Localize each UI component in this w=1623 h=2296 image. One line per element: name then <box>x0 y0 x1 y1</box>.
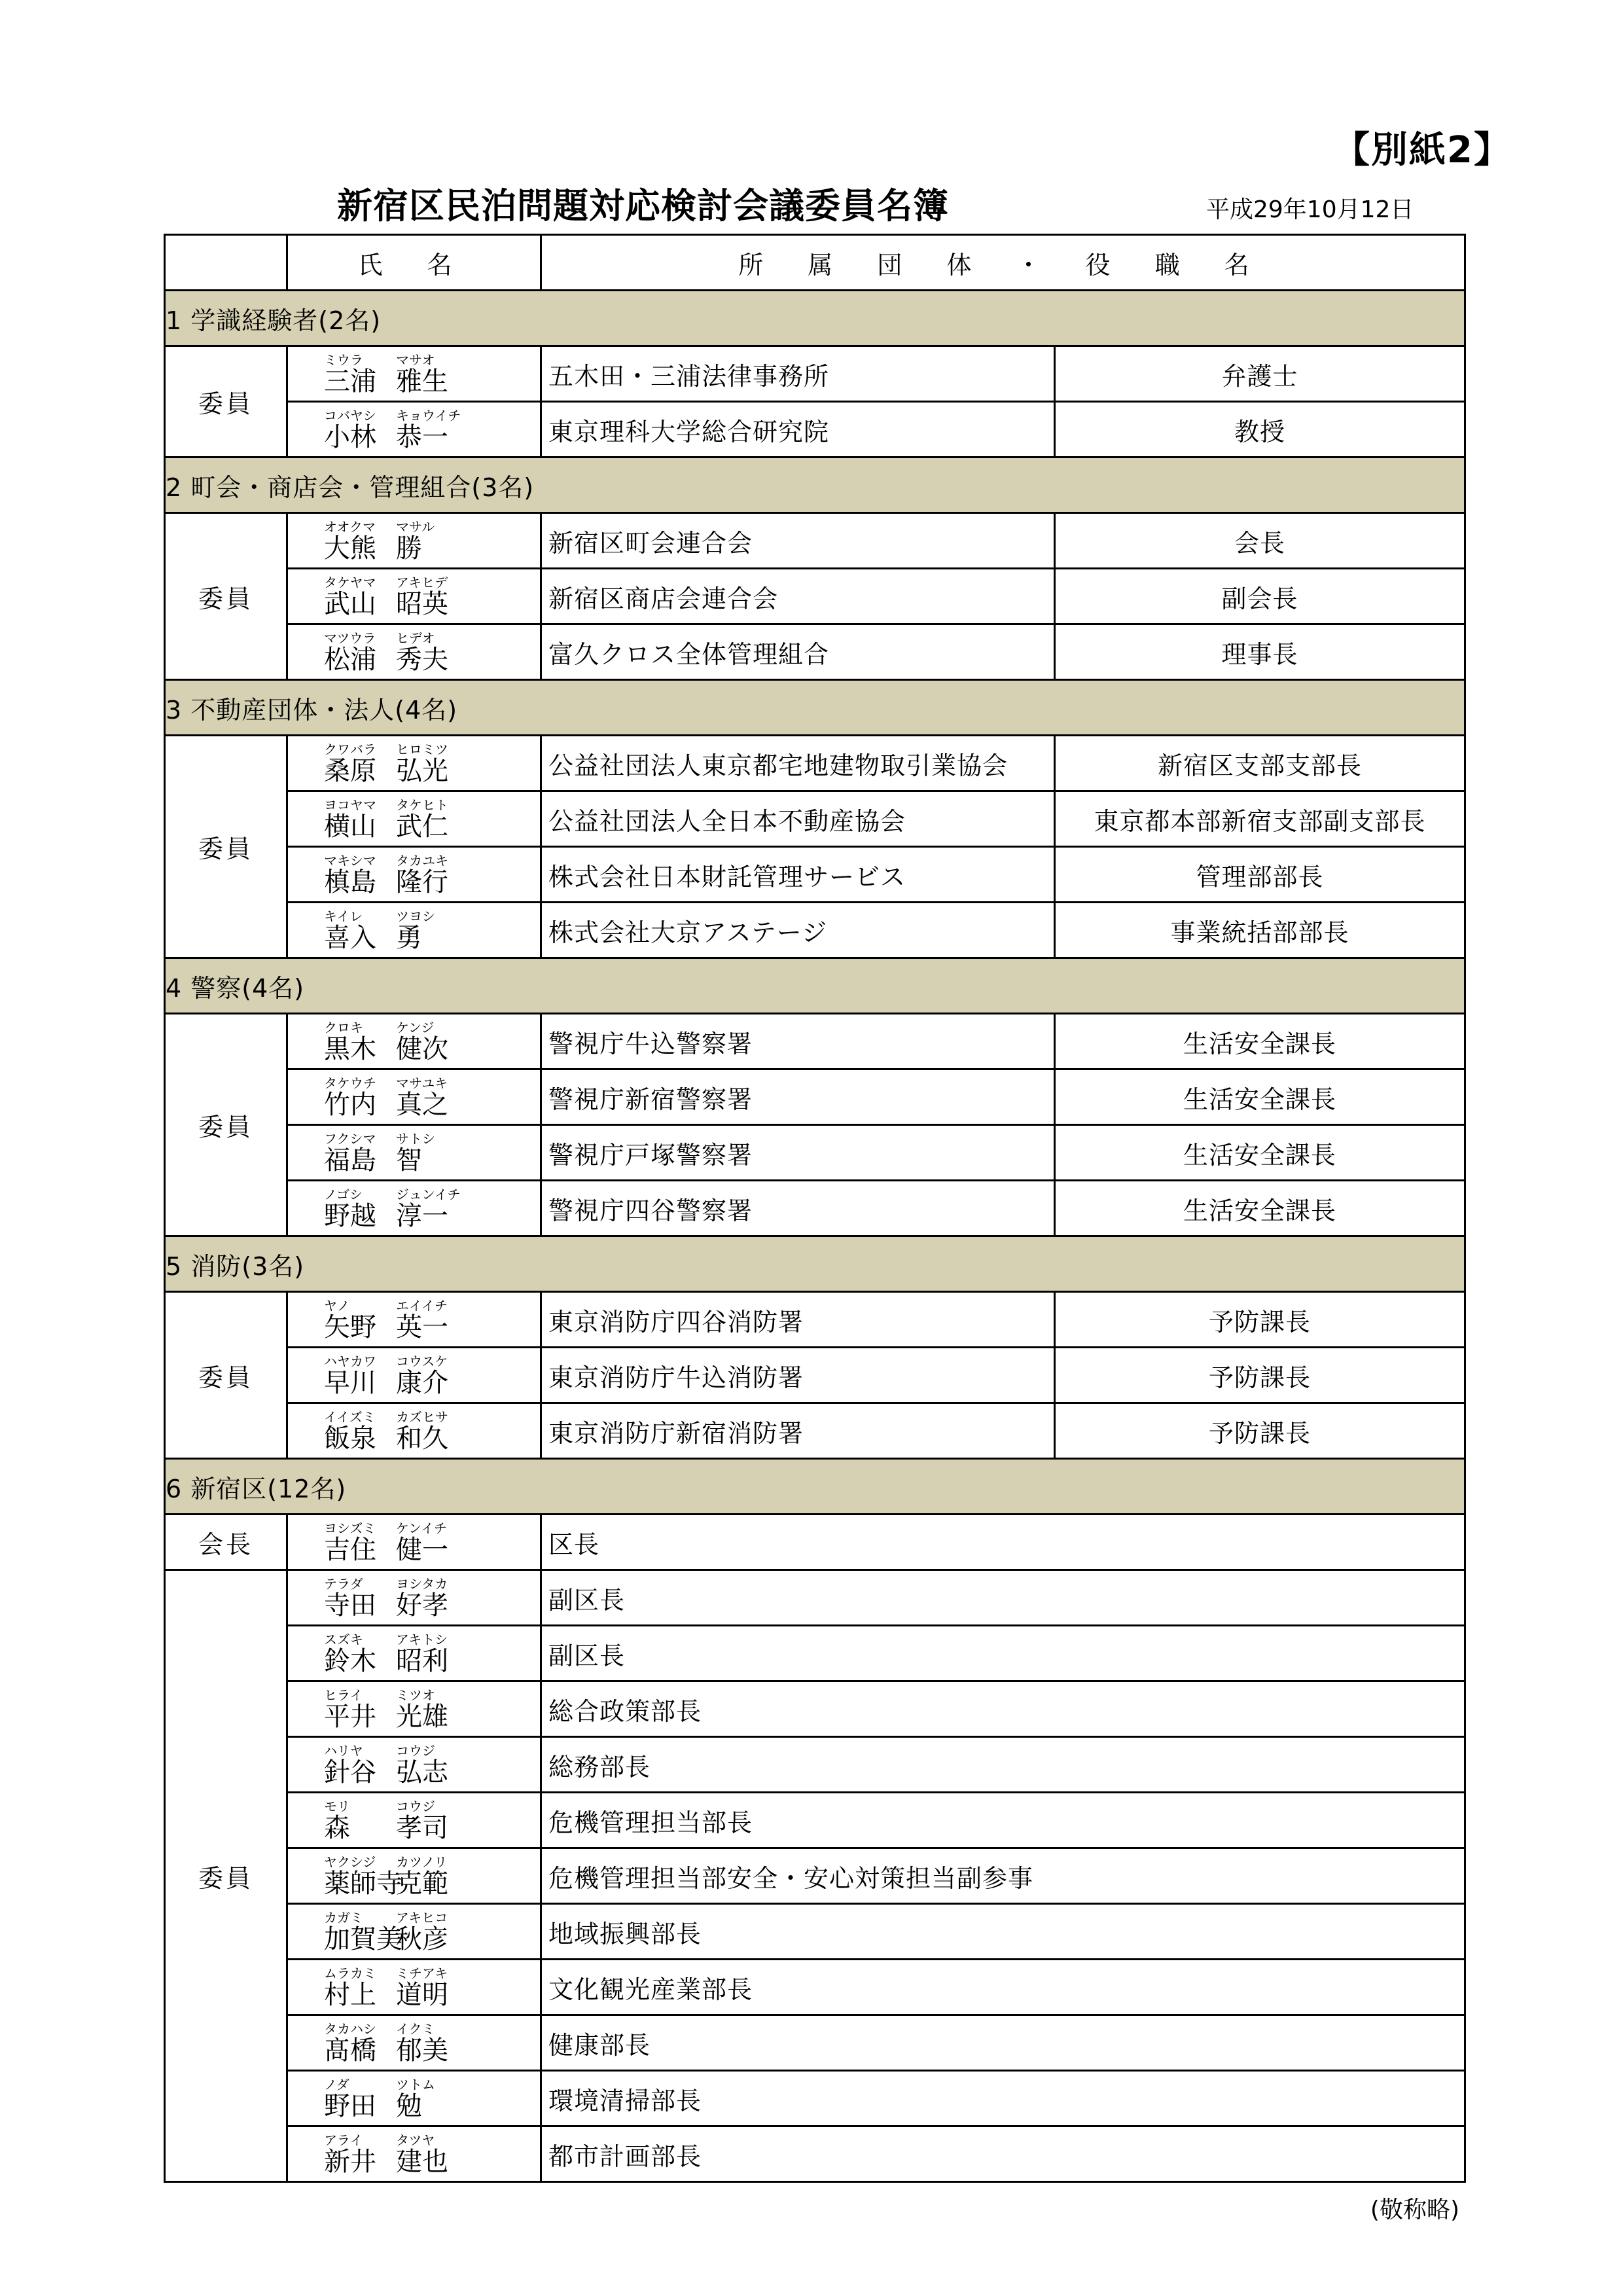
section-label: 5 消防(3名) <box>165 1236 1465 1292</box>
member-name-cell <box>287 1292 541 1348</box>
section-label: 4 警察(4名) <box>165 958 1465 1014</box>
furigana-given: キョウイチ <box>396 408 461 423</box>
member-row <box>165 1125 1465 1181</box>
furigana-given: コウジ <box>396 1799 435 1814</box>
furigana-family: マキシマ <box>324 853 376 869</box>
furigana <box>324 1910 540 1925</box>
member-name <box>324 1090 540 1119</box>
organization-cell: 東京理科大学総合研究院 <box>541 402 1055 457</box>
roster-body <box>165 235 1465 2182</box>
family-name: 矢野 <box>324 1312 376 1342</box>
furigana-given: ツトム <box>396 2077 435 2092</box>
member-row <box>165 624 1465 680</box>
organization-cell: 東京消防庁四谷消防署 <box>541 1292 1055 1348</box>
furigana-family: カガミ <box>324 1910 363 1926</box>
position-cell: 予防課長 <box>1055 1292 1465 1348</box>
furigana <box>324 575 540 590</box>
furigana-family: イイズミ <box>324 1409 376 1425</box>
furigana-family: ハリヤ <box>324 1743 363 1759</box>
furigana-family: ハヤカワ <box>324 1354 376 1369</box>
family-name: 野田 <box>324 2091 376 2121</box>
furigana-given: ケンイチ <box>396 1520 447 1536</box>
member-name <box>324 757 540 785</box>
member-name-cell <box>287 2071 541 2126</box>
furigana-family: ヨコヤマ <box>324 797 376 813</box>
furigana-given: アキトシ <box>396 1632 448 1647</box>
given-name: 孝司 <box>396 1813 448 1843</box>
given-name: 克範 <box>396 1869 448 1899</box>
member-row <box>165 1014 1465 1069</box>
furigana <box>324 853 540 868</box>
family-name: 吉住 <box>324 1535 376 1565</box>
given-name: 勇 <box>396 923 422 953</box>
member-name-cell <box>287 569 541 624</box>
furigana <box>324 1132 540 1146</box>
family-name: 槙島 <box>324 867 376 897</box>
document-date: 平成29年10月12日 <box>1206 196 1414 223</box>
organization-cell: 警視庁戸塚警察署 <box>541 1125 1055 1181</box>
family-name: 村上 <box>324 1980 376 2010</box>
header-blank <box>165 235 287 291</box>
furigana-given: アキヒデ <box>396 575 448 590</box>
furigana-family: ヨシズミ <box>324 1520 376 1536</box>
furigana-given: コウジ <box>396 1743 435 1759</box>
furigana-given: ヨシタカ <box>396 1576 448 1592</box>
organization-cell: 総務部長 <box>541 1737 1465 1793</box>
member-row <box>165 903 1465 958</box>
furigana <box>324 742 540 757</box>
member-name-cell <box>287 1403 541 1459</box>
table-header-row <box>165 235 1465 291</box>
member-row <box>165 1793 1465 1848</box>
member-row <box>165 1904 1465 1960</box>
family-name: 竹内 <box>324 1090 376 1120</box>
organization-cell: 区長 <box>541 1515 1465 1570</box>
furigana-given: ツヨシ <box>396 908 435 924</box>
position-cell: 事業統括部部長 <box>1055 903 1465 958</box>
member-name <box>324 812 540 841</box>
member-name <box>324 1535 540 1564</box>
member-name <box>324 1369 540 1397</box>
furigana <box>324 1354 540 1369</box>
given-name: 弘志 <box>396 1757 448 1787</box>
family-name: 野越 <box>324 1201 376 1231</box>
organization-cell: 株式会社大京アステージ <box>541 903 1055 958</box>
given-name: 郁美 <box>396 2036 448 2066</box>
furigana-family: タカハシ <box>324 2021 376 2037</box>
family-name: 加賀美 <box>324 1924 402 1954</box>
family-name: 平井 <box>324 1702 376 1732</box>
family-name: 小林 <box>324 422 376 452</box>
member-name-cell <box>287 2126 541 2182</box>
section-header-row <box>165 457 1465 513</box>
member-row <box>165 1515 1465 1570</box>
furigana-given: ミツオ <box>396 1687 435 1703</box>
member-row <box>165 1626 1465 1681</box>
furigana-family: ヤクシジ <box>324 1854 376 1870</box>
member-row <box>165 1681 1465 1737</box>
furigana <box>324 1799 540 1814</box>
member-name <box>324 1424 540 1453</box>
member-name-cell <box>287 1848 541 1904</box>
family-name: 薬師寺 <box>324 1869 402 1899</box>
section-header-row <box>165 958 1465 1014</box>
role-cell: 委員 <box>165 1292 287 1459</box>
given-name: 秋彦 <box>396 1924 448 1954</box>
furigana-family: マツウラ <box>324 630 376 646</box>
furigana-given: タケヒト <box>396 797 448 813</box>
furigana-given: コウスケ <box>396 1354 448 1369</box>
member-name-cell <box>287 736 541 791</box>
member-row <box>165 1181 1465 1236</box>
furigana-given: ヒデオ <box>396 630 435 646</box>
member-name <box>324 924 540 952</box>
family-name: 横山 <box>324 812 376 842</box>
furigana-family: ヒライ <box>324 1687 363 1703</box>
furigana-given: タツヤ <box>396 2132 435 2148</box>
furigana-family: オオクマ <box>324 519 376 535</box>
furigana <box>324 1410 540 1424</box>
member-name-cell <box>287 903 541 958</box>
section-header-row <box>165 680 1465 736</box>
role-cell: 委員 <box>165 736 287 958</box>
position-cell: 会長 <box>1055 513 1465 569</box>
furigana <box>324 1187 540 1202</box>
furigana-given: ヒロミツ <box>396 742 448 757</box>
family-name: 飯泉 <box>324 1424 376 1454</box>
furigana <box>324 798 540 812</box>
given-name: 真之 <box>396 1090 448 1120</box>
organization-cell: 総合政策部長 <box>541 1681 1465 1737</box>
furigana <box>324 2077 540 2092</box>
furigana <box>324 1966 540 1981</box>
given-name: 道明 <box>396 1980 448 2010</box>
member-row <box>165 1960 1465 2015</box>
position-cell: 新宿区支部支部長 <box>1055 736 1465 791</box>
position-cell: 東京都本部新宿支部副支部長 <box>1055 791 1465 847</box>
family-name: 武山 <box>324 589 376 619</box>
organization-cell: 富久クロス全体管理組合 <box>541 624 1055 680</box>
given-name: 秀夫 <box>396 645 448 675</box>
section-header-row <box>165 1236 1465 1292</box>
furigana <box>324 1577 540 1591</box>
furigana-given: ジュンイチ <box>396 1187 461 1202</box>
member-name-cell <box>287 346 541 402</box>
organization-cell: 警視庁牛込警察署 <box>541 1014 1055 1069</box>
section-label: 1 学識経験者(2名) <box>165 291 1465 346</box>
given-name: 昭英 <box>396 589 448 619</box>
furigana-given: ケンジ <box>396 1020 435 1035</box>
organization-cell: 株式会社日本財託管理サービス <box>541 847 1055 903</box>
member-name <box>324 1313 540 1342</box>
given-name: 光雄 <box>396 1702 448 1732</box>
furigana-family: ミウラ <box>324 352 363 368</box>
member-name <box>324 590 540 619</box>
member-name-cell <box>287 624 541 680</box>
member-name-cell <box>287 513 541 569</box>
section-header-row <box>165 1459 1465 1515</box>
member-name-cell <box>287 402 541 457</box>
member-name-cell <box>287 1570 541 1626</box>
furigana-family: フクシマ <box>324 1131 376 1147</box>
furigana-given: マサル <box>396 519 435 535</box>
organization-cell: 地域振興部長 <box>541 1904 1465 1960</box>
furigana-given: アキヒコ <box>396 1910 448 1926</box>
furigana-family: スズキ <box>324 1632 363 1647</box>
furigana-family: ノダ <box>324 2077 349 2092</box>
member-name <box>324 367 540 396</box>
family-name: 三浦 <box>324 367 376 397</box>
member-name <box>324 868 540 897</box>
organization-cell: 危機管理担当部安全・安心対策担当副参事 <box>541 1848 1465 1904</box>
member-name <box>324 423 540 452</box>
position-cell: 生活安全課長 <box>1055 1069 1465 1125</box>
member-name-cell <box>287 1069 541 1125</box>
furigana <box>324 631 540 645</box>
family-name: 寺田 <box>324 1590 376 1621</box>
position-cell: 教授 <box>1055 402 1465 457</box>
member-row <box>165 847 1465 903</box>
given-name: 智 <box>396 1145 422 1175</box>
organization-cell: 公益社団法人東京都宅地建物取引業協会 <box>541 736 1055 791</box>
member-row <box>165 1737 1465 1793</box>
member-name-cell <box>287 1125 541 1181</box>
furigana <box>324 909 540 924</box>
position-cell: 生活安全課長 <box>1055 1014 1465 1069</box>
given-name: 淳一 <box>396 1201 448 1231</box>
member-name-cell <box>287 1515 541 1570</box>
family-name: 髙橋 <box>324 2036 376 2066</box>
furigana <box>324 1744 540 1758</box>
organization-cell: 文化観光産業部長 <box>541 1960 1465 2015</box>
organization-cell: 警視庁四谷警察署 <box>541 1181 1055 1236</box>
furigana <box>324 408 540 423</box>
role-cell: 委員 <box>165 1014 287 1236</box>
given-name: 勉 <box>396 2091 422 2121</box>
given-name: 建也 <box>396 2147 448 2177</box>
given-name: 英一 <box>396 1312 448 1342</box>
member-row <box>165 2015 1465 2071</box>
member-name-cell <box>287 1737 541 1793</box>
organization-cell: 五木田・三浦法律事務所 <box>541 346 1055 402</box>
family-name: 福島 <box>324 1145 376 1175</box>
attachment-label: 【別紙2】 <box>1333 129 1512 171</box>
furigana-family: タケヤマ <box>324 575 376 590</box>
member-name <box>324 1146 540 1175</box>
position-cell: 予防課長 <box>1055 1403 1465 1459</box>
footnote: (敬称略) <box>1370 2197 1459 2223</box>
header-org: 所 属 団 体 ・ 役 職 名 <box>541 235 1465 291</box>
furigana-family: タケウチ <box>324 1075 376 1091</box>
member-row <box>165 402 1465 457</box>
family-name: 松浦 <box>324 645 376 675</box>
furigana-given: ミチアキ <box>396 1965 448 1981</box>
family-name: 新井 <box>324 2147 376 2177</box>
member-name-cell <box>287 1626 541 1681</box>
furigana-family: アライ <box>324 2132 363 2148</box>
header-name: 氏 名 <box>287 235 541 291</box>
member-row <box>165 1348 1465 1403</box>
document-title: 新宿区民泊問題対応検討会議委員名簿 <box>337 185 949 226</box>
given-name: 弘光 <box>396 756 448 786</box>
given-name: 武仁 <box>396 812 448 842</box>
member-name <box>324 1814 540 1842</box>
organization-cell: 新宿区町会連合会 <box>541 513 1055 569</box>
organization-cell: 副区長 <box>541 1570 1465 1626</box>
member-name <box>324 645 540 674</box>
furigana-given: カツノリ <box>396 1854 448 1870</box>
member-name-cell <box>287 2015 541 2071</box>
member-name-cell <box>287 1014 541 1069</box>
member-name <box>324 2036 540 2065</box>
member-name-cell <box>287 1348 541 1403</box>
member-name <box>324 1035 540 1064</box>
furigana-family: ノゴシ <box>324 1187 363 1202</box>
given-name: 勝 <box>396 533 422 564</box>
position-cell: 予防課長 <box>1055 1348 1465 1403</box>
member-name-cell <box>287 847 541 903</box>
furigana-given: サトシ <box>396 1131 435 1147</box>
member-roster-table <box>164 234 1466 2183</box>
position-cell: 生活安全課長 <box>1055 1181 1465 1236</box>
furigana <box>324 1076 540 1090</box>
family-name: 黒木 <box>324 1034 376 1064</box>
position-cell: 理事長 <box>1055 624 1465 680</box>
member-name-cell <box>287 791 541 847</box>
furigana <box>324 1521 540 1535</box>
given-name: 雅生 <box>396 367 448 397</box>
family-name: 鈴木 <box>324 1646 376 1676</box>
given-name: 康介 <box>396 1368 448 1398</box>
family-name: 桑原 <box>324 756 376 786</box>
organization-cell: 危機管理担当部長 <box>541 1793 1465 1848</box>
member-name <box>324 1202 540 1230</box>
family-name: 森 <box>324 1813 350 1843</box>
member-name <box>324 2147 540 2176</box>
furigana <box>324 1632 540 1647</box>
organization-cell: 警視庁新宿警察署 <box>541 1069 1055 1125</box>
furigana <box>324 2022 540 2036</box>
position-cell: 弁護士 <box>1055 346 1465 402</box>
position-cell: 管理部部長 <box>1055 847 1465 903</box>
member-name-cell <box>287 1681 541 1737</box>
furigana-family: コバヤシ <box>324 408 376 423</box>
section-label: 3 不動産団体・法人(4名) <box>165 680 1465 736</box>
member-row <box>165 513 1465 569</box>
furigana-given: エイイチ <box>396 1298 448 1314</box>
position-cell: 副会長 <box>1055 569 1465 624</box>
furigana <box>324 1299 540 1313</box>
furigana-given: マサオ <box>396 352 435 368</box>
family-name: 早川 <box>324 1368 376 1398</box>
organization-cell: 環境清掃部長 <box>541 2071 1465 2126</box>
furigana-family: モリ <box>324 1799 350 1814</box>
furigana <box>324 353 540 367</box>
furigana-given: タカユキ <box>396 853 448 869</box>
organization-cell: 東京消防庁牛込消防署 <box>541 1348 1055 1403</box>
member-name <box>324 2092 540 2121</box>
member-row <box>165 1292 1465 1348</box>
organization-cell: 公益社団法人全日本不動産協会 <box>541 791 1055 847</box>
member-row <box>165 569 1465 624</box>
member-row <box>165 2126 1465 2182</box>
member-row <box>165 1570 1465 1626</box>
role-cell: 委員 <box>165 513 287 680</box>
family-name: 大熊 <box>324 533 376 564</box>
furigana-family: ムラカミ <box>324 1965 376 1981</box>
organization-cell: 東京消防庁新宿消防署 <box>541 1403 1055 1459</box>
section-header-row <box>165 291 1465 346</box>
section-label: 2 町会・商店会・管理組合(3名) <box>165 457 1465 513</box>
member-row <box>165 2071 1465 2126</box>
organization-cell: 新宿区商店会連合会 <box>541 569 1055 624</box>
furigana-given: マサユキ <box>396 1075 448 1091</box>
member-row <box>165 1403 1465 1459</box>
furigana-family: キイレ <box>324 908 363 924</box>
furigana-family: クロキ <box>324 1020 363 1035</box>
furigana-family: クワバラ <box>324 742 376 757</box>
member-row <box>165 736 1465 791</box>
member-name-cell <box>287 1960 541 2015</box>
member-row <box>165 1069 1465 1125</box>
given-name: 昭利 <box>396 1646 448 1676</box>
given-name: 恭一 <box>396 422 448 452</box>
furigana <box>324 2133 540 2147</box>
organization-cell: 副区長 <box>541 1626 1465 1681</box>
organization-cell: 都市計画部長 <box>541 2126 1465 2182</box>
given-name: 健次 <box>396 1034 448 1064</box>
role-cell: 会長 <box>165 1515 287 1570</box>
member-name <box>324 1758 540 1787</box>
member-name <box>324 1647 540 1676</box>
furigana <box>324 1688 540 1702</box>
member-name <box>324 1591 540 1620</box>
organization-cell: 健康部長 <box>541 2015 1465 2071</box>
section-label: 6 新宿区(12名) <box>165 1459 1465 1515</box>
member-name-cell <box>287 1904 541 1960</box>
member-row <box>165 346 1465 402</box>
family-name: 喜入 <box>324 923 376 953</box>
furigana <box>324 1020 540 1035</box>
given-name: 好孝 <box>396 1590 448 1621</box>
member-name <box>324 1869 540 1898</box>
given-name: 和久 <box>396 1424 448 1454</box>
furigana-family: ヤノ <box>324 1298 350 1314</box>
furigana <box>324 520 540 534</box>
given-name: 健一 <box>396 1535 448 1565</box>
furigana <box>324 1855 540 1869</box>
member-row <box>165 791 1465 847</box>
position-cell: 生活安全課長 <box>1055 1125 1465 1181</box>
furigana-family: テラダ <box>324 1576 363 1592</box>
member-row <box>165 1848 1465 1904</box>
member-name <box>324 534 540 563</box>
member-name <box>324 1702 540 1731</box>
member-name <box>324 1925 540 1954</box>
role-cell: 委員 <box>165 346 287 457</box>
member-name-cell <box>287 1793 541 1848</box>
furigana-given: イクミ <box>396 2021 435 2037</box>
member-name <box>324 1981 540 2009</box>
member-name-cell <box>287 1181 541 1236</box>
given-name: 隆行 <box>396 867 448 897</box>
family-name: 針谷 <box>324 1757 376 1787</box>
furigana-given: カズヒサ <box>396 1409 448 1425</box>
role-cell: 委員 <box>165 1570 287 2182</box>
